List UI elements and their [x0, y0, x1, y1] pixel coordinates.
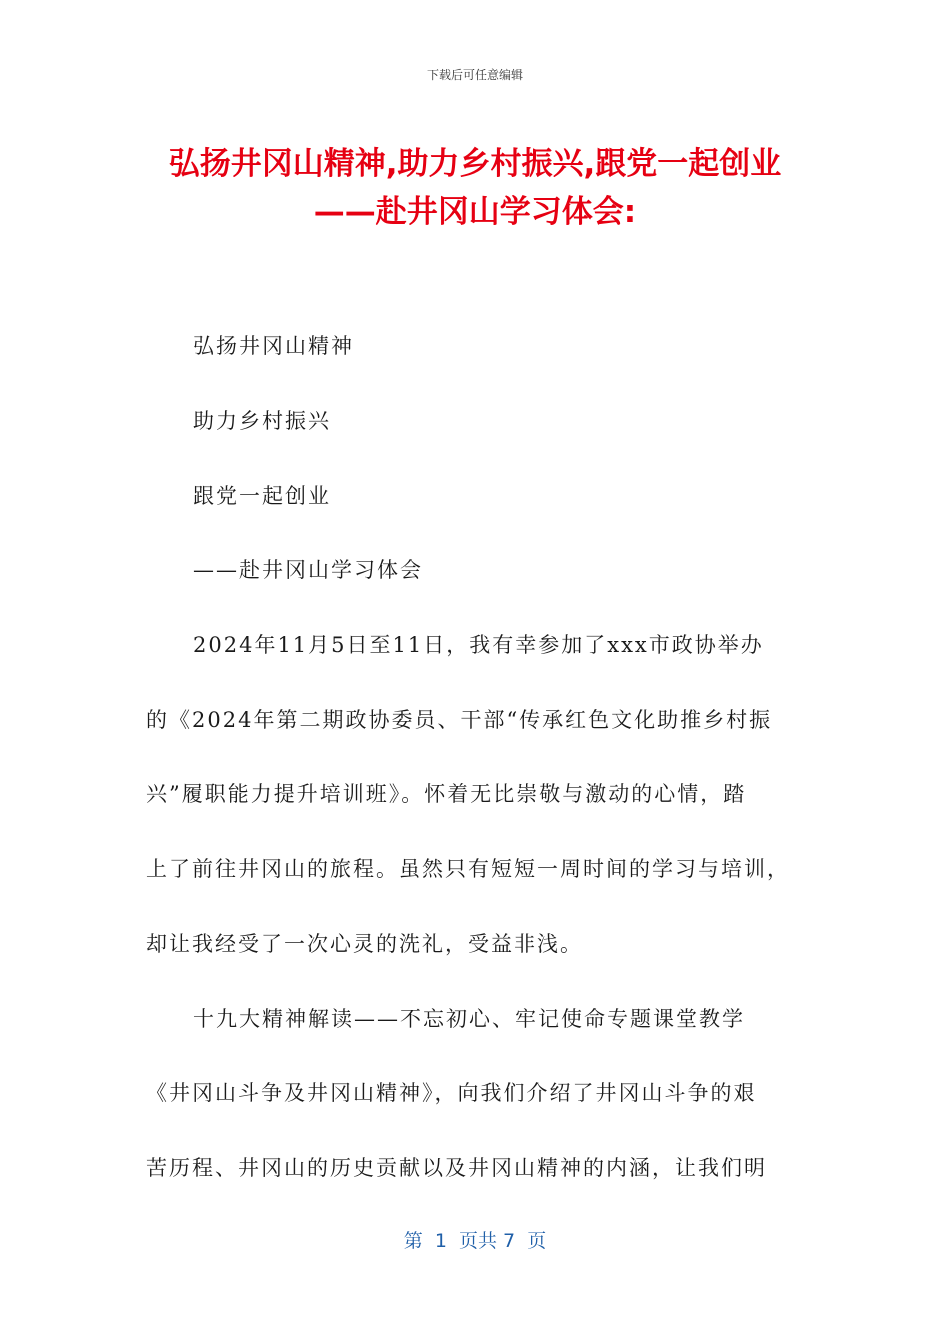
subtitle-line-3: 跟党一起创业	[193, 484, 331, 508]
paragraph-line: 的《2024年第二期政协委员、干部“传承红色文化助推乡村振	[146, 708, 773, 732]
page-footer: 第 1 页共 7 页	[403, 1230, 547, 1252]
paragraph-line: 《井冈山斗争及井冈山精神》，向我们介绍了井冈山斗争的艰	[146, 1081, 757, 1105]
paragraph-line: 却让我经受了一次心灵的洗礼，受益非浅。	[146, 932, 583, 956]
title-line-2: ——赴井冈山学习体会:	[313, 194, 637, 230]
paragraph-line: 2024年11月5日至11日，我有幸参加了xxx市政协举办	[193, 633, 764, 657]
document-title	[60, 140, 890, 236]
paragraph-line: 十九大精神解读——不忘初心、牢记使命专题课堂教学	[193, 1007, 745, 1031]
header-note: 下载后可任意编辑	[426, 68, 523, 82]
paragraph-line: 上了前往井冈山的旅程。虽然只有短短一周时间的学习与培训，	[146, 857, 790, 881]
paragraph-line: 兴”履职能力提升培训班》。怀着无比崇敬与激动的心情，踏	[146, 782, 747, 806]
subtitle-line-1: 弘扬井冈山精神	[193, 334, 354, 358]
title-line-1: 弘扬井冈山精神,助力乡村振兴,跟党一起创业	[168, 146, 782, 182]
subtitle-line-2: 助力乡村振兴	[193, 409, 331, 433]
paragraph-line: 苦历程、井冈山的历史贡献以及井冈山精神的内涵，让我们明	[146, 1156, 767, 1180]
subtitle-line-4: ——赴井冈山学习体会	[193, 558, 423, 582]
